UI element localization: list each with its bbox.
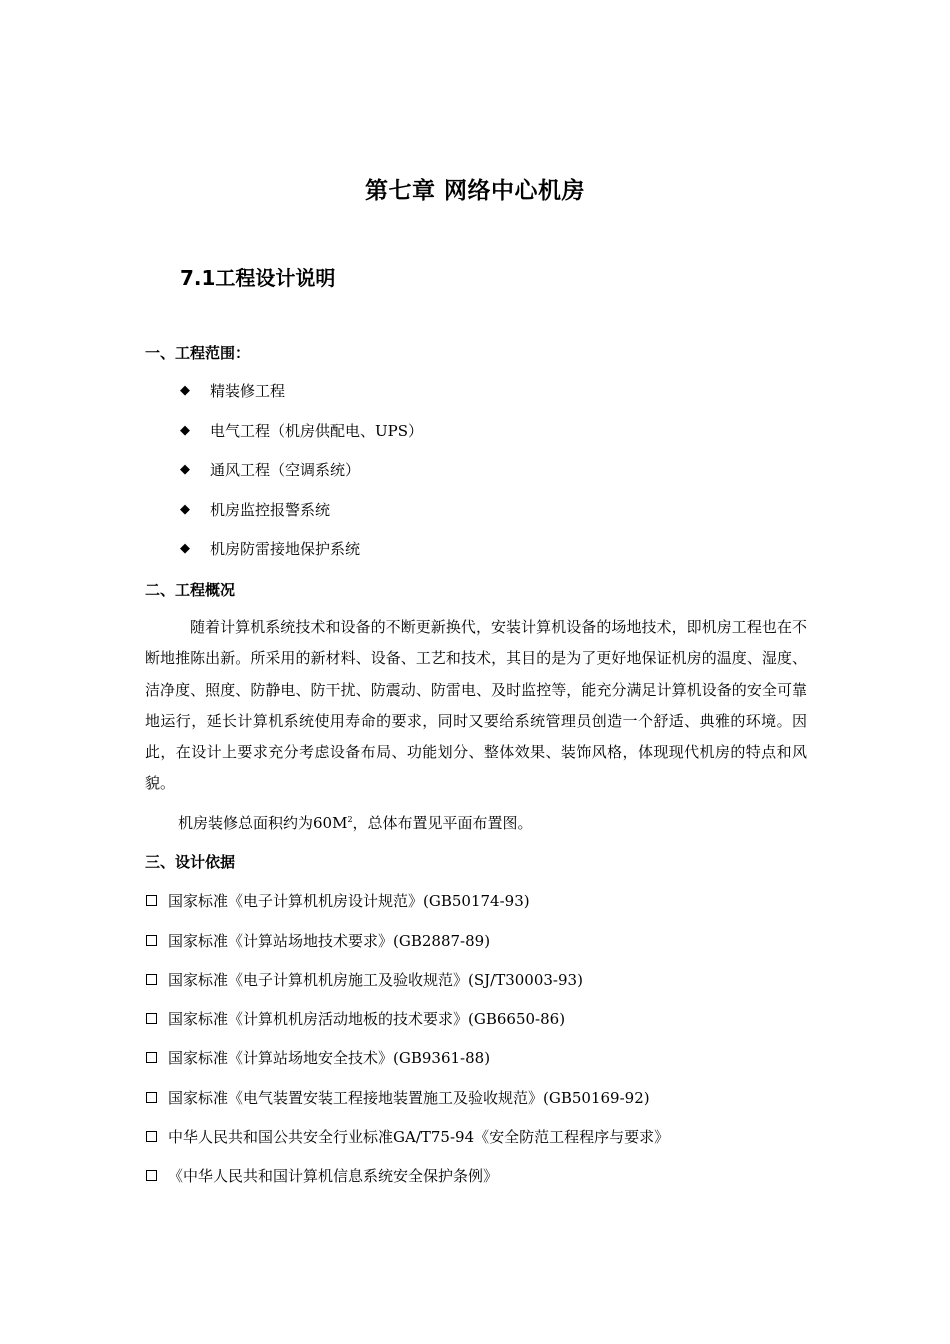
basis-item <box>145 1126 669 1147</box>
overview-heading: 二、工程概况 <box>145 581 236 599</box>
basis-item <box>145 890 530 911</box>
scope-item <box>178 538 360 559</box>
overview-paragraph: 随着计算机系统技术和设备的不断更新换代，安装计算机设备的场地技术，即机房工程也在不断地推陈出新。所采用的新材料、设备、工艺和技术，其目的是为了更好地保证机房的温度、湿度、洁净度、照度、防静电、防干扰、防震动、防雷电、及时监控等，能充分满足计算机设备的安全可靠地运行，延长计算机系统使用寿命的要求，同时又要给系统管理员创造一个舒适、典雅的环境。因此，在设计上要求充分考虑设备布局、功能划分、整体效果、装饰风格，体现现代机房的特点和风貌。 <box>145 618 807 793</box>
basis-item <box>145 1165 498 1186</box>
area-prefix: 机房装修总面积约为60M <box>178 814 348 832</box>
scope-item-text: 机房监控报警系统 <box>210 501 331 519</box>
area-statement <box>178 812 533 833</box>
diamond-bullet-icon: ◆ <box>180 541 190 556</box>
chapter-title: 第七章 网络中心机房 <box>364 178 585 204</box>
basis-item <box>145 1008 565 1029</box>
basis-item-text: 国家标准《电子计算机机房设计规范》(GB50174-93) <box>168 892 530 910</box>
scope-item <box>178 499 330 520</box>
basis-item-text: 国家标准《电子计算机机房施工及验收规范》(SJ/T30003-93) <box>168 971 583 989</box>
diamond-bullet-icon: ◆ <box>180 502 190 517</box>
checkbox-icon <box>146 1092 157 1103</box>
diamond-bullet-icon: ◆ <box>180 383 190 398</box>
basis-item-text: 国家标准《计算站场地技术要求》(GB2887-89) <box>168 932 491 950</box>
scope-item <box>178 380 285 401</box>
basis-item-text: 中华人民共和国公共安全行业标准GA/T75-94《安全防范工程程序与要求》 <box>168 1128 670 1146</box>
diamond-bullet-icon: ◆ <box>180 423 190 438</box>
basis-item <box>145 930 490 951</box>
basis-item-text: 《中华人民共和国计算机信息系统安全保护条例》 <box>168 1167 499 1185</box>
area-superscript: 2 <box>347 815 353 824</box>
diamond-bullet-icon: ◆ <box>180 462 190 477</box>
scope-item-text: 电气工程（机房供配电、UPS） <box>210 422 424 440</box>
scope-item-text: 通风工程（空调系统） <box>210 461 361 479</box>
section-title: 7.1工程设计说明 <box>180 266 336 290</box>
scope-item <box>178 420 423 441</box>
scope-heading: 一、工程范围： <box>145 344 251 362</box>
checkbox-icon <box>146 895 157 906</box>
checkbox-icon <box>146 974 157 985</box>
area-suffix: ，总体布置见平面布置图。 <box>352 814 533 832</box>
basis-item <box>145 969 583 990</box>
checkbox-icon <box>146 1052 157 1063</box>
checkbox-icon <box>146 1131 157 1142</box>
basis-item-text: 国家标准《电气装置安装工程接地装置施工及验收规范》(GB50169-92) <box>168 1089 650 1107</box>
basis-item-text: 国家标准《计算站场地安全技术》(GB9361-88) <box>168 1049 491 1067</box>
basis-item <box>145 1087 650 1108</box>
basis-item-text: 国家标准《计算机机房活动地板的技术要求》(GB6650-86) <box>168 1010 566 1028</box>
checkbox-icon <box>146 1013 157 1024</box>
scope-item-text: 精装修工程 <box>210 382 286 400</box>
scope-item <box>178 459 360 480</box>
scope-item-text: 机房防雷接地保护系统 <box>210 540 361 558</box>
basis-item <box>145 1047 490 1068</box>
basis-heading: 三、设计依据 <box>145 853 236 871</box>
checkbox-icon <box>146 935 157 946</box>
checkbox-icon <box>146 1170 157 1181</box>
